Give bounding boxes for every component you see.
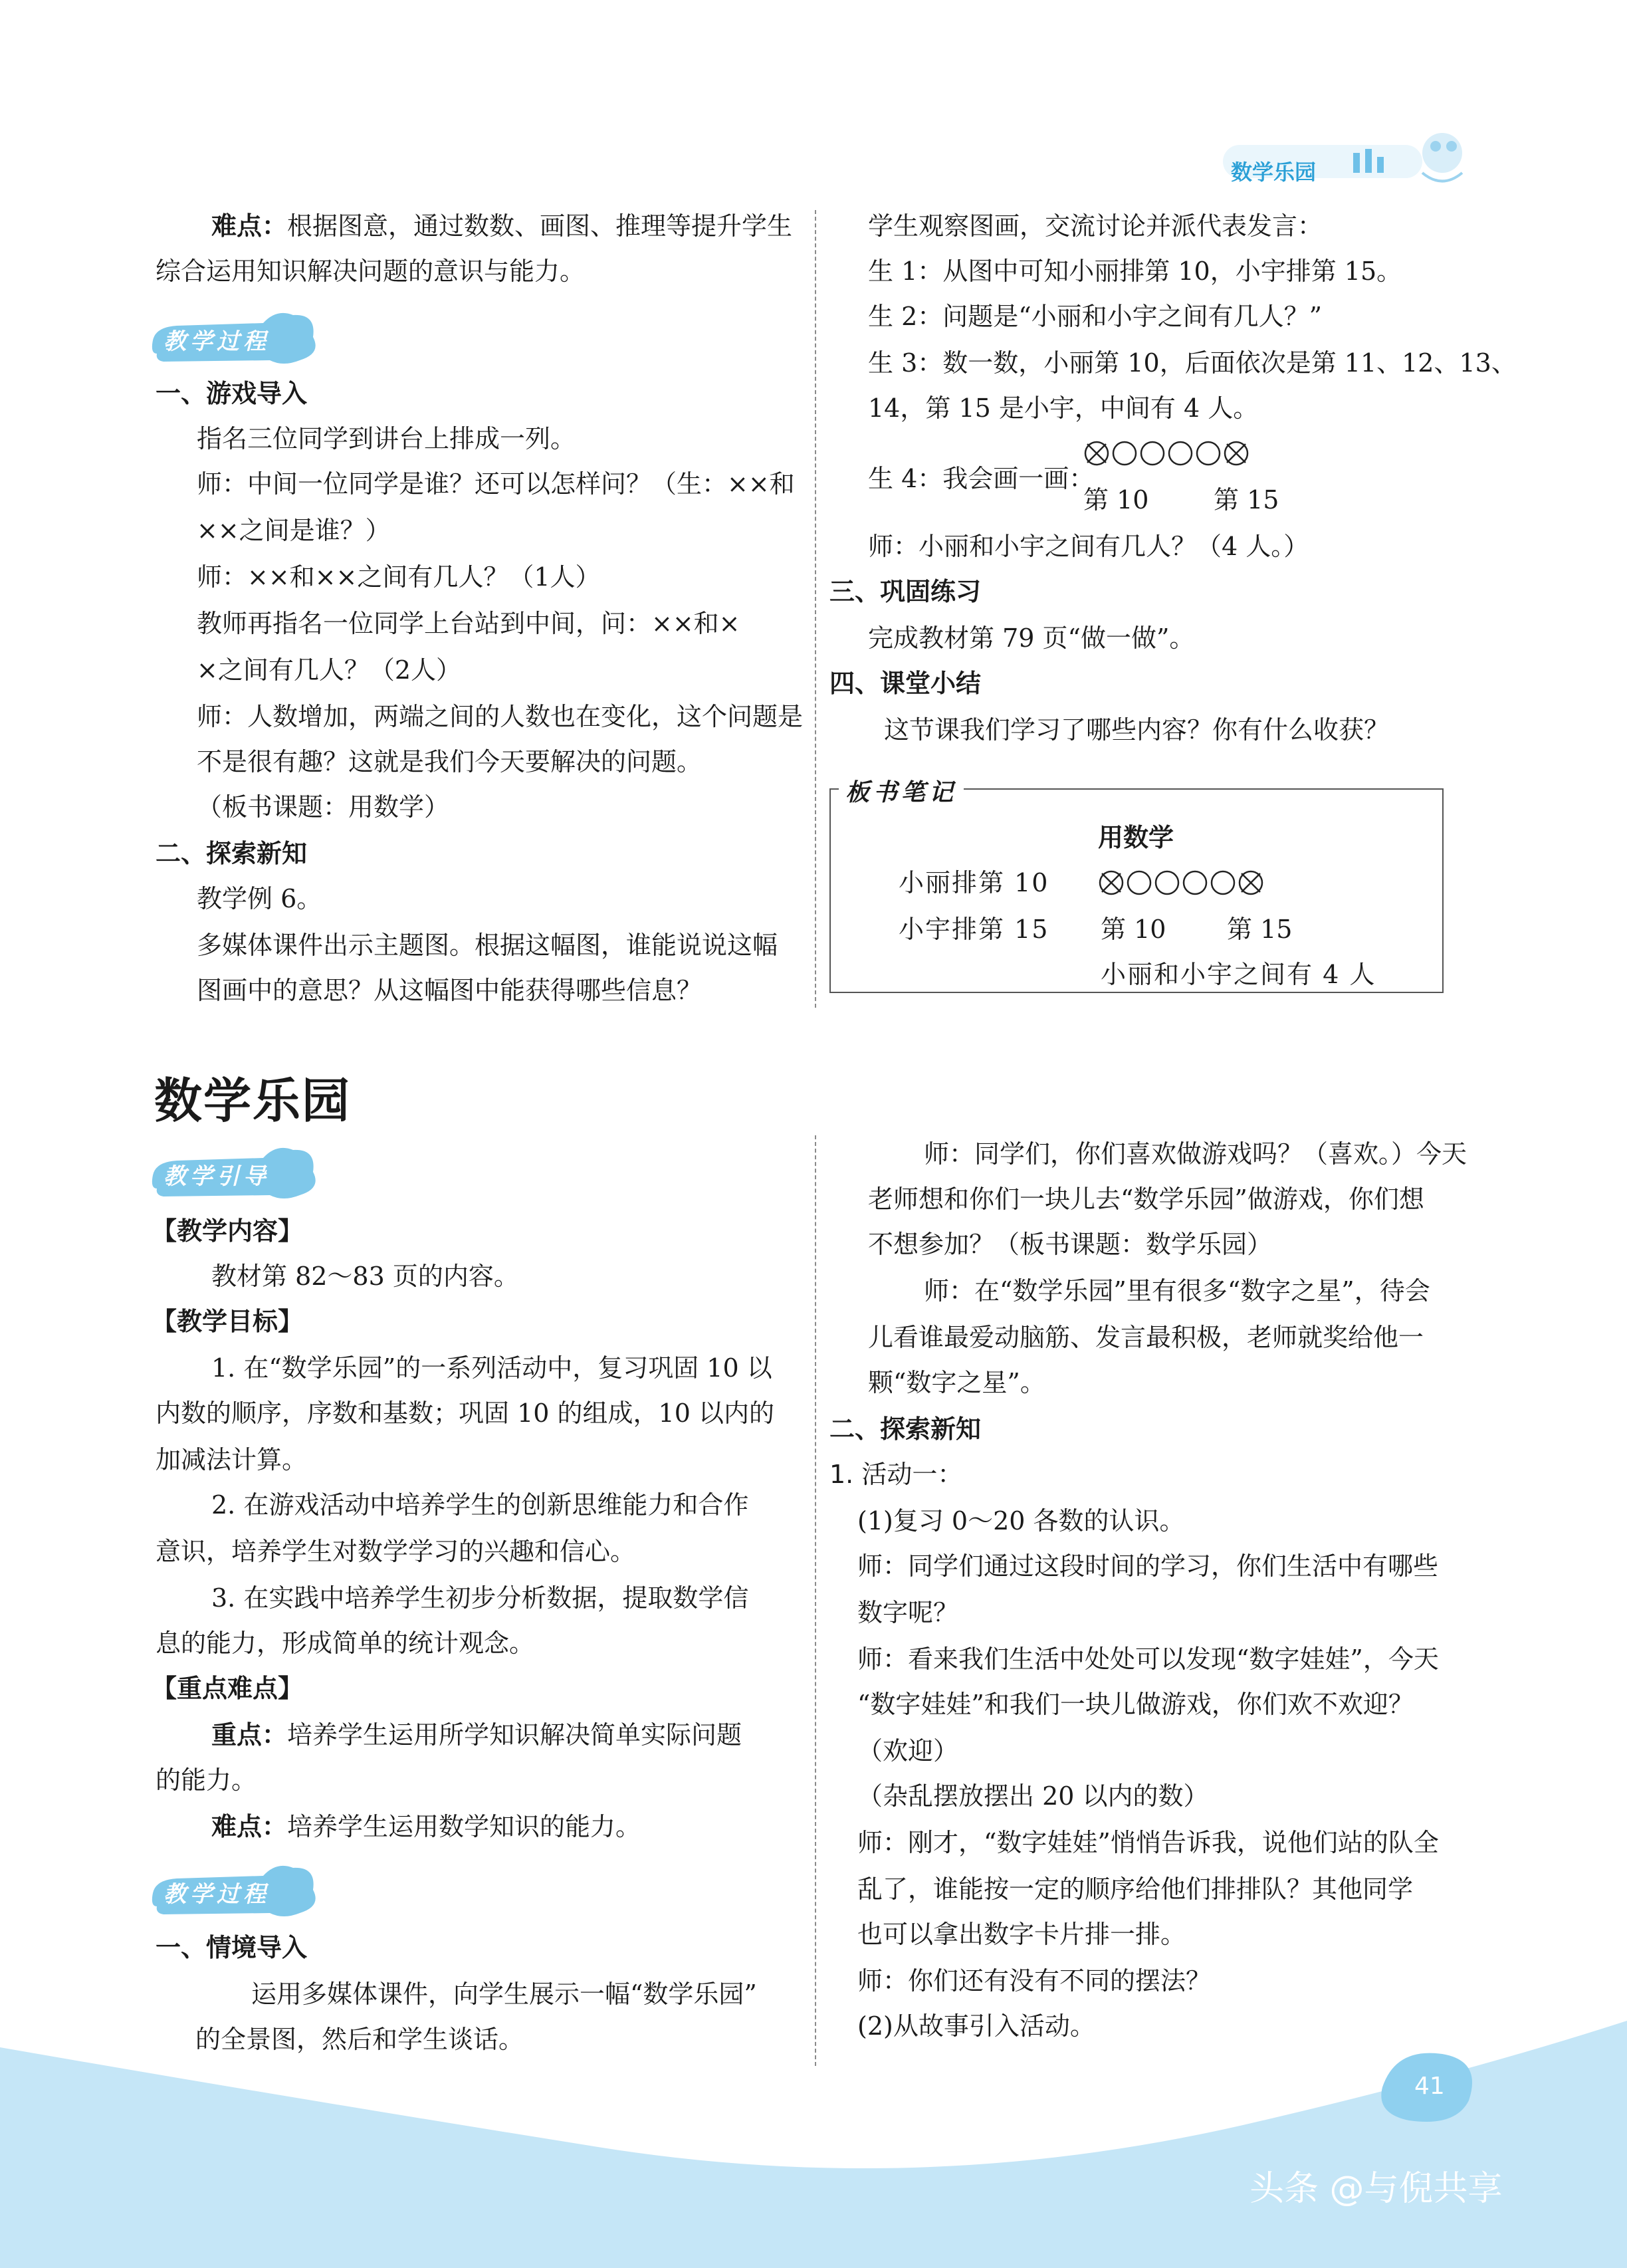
page-number: 41 <box>1414 2073 1445 2100</box>
r2-line-15: 乱了，谁能按一定的顺序给他们排排队？其他同学 <box>857 1874 1414 1904</box>
difficulty-line-1 <box>211 209 792 243</box>
diagram-pos-10: 第 10 <box>1083 485 1149 514</box>
intro-line-2: 的全景图，然后和学生谈话。 <box>195 2025 524 2054</box>
board-pos-10: 第 10 <box>1101 915 1166 944</box>
left-line-2: 师：中间一位同学是谁？还可以怎样问？（生：××和 <box>197 469 795 499</box>
r2-line-12: （欢迎） <box>857 1736 959 1765</box>
diff-line <box>211 1809 641 1844</box>
intro-title: 一、情境导入 <box>156 1933 308 1962</box>
goals-title: 【教学目标】 <box>152 1307 304 1336</box>
r2-line-13: （杂乱摆放摆出 20 以内的数） <box>857 1781 1209 1811</box>
content-title: 【教学内容】 <box>152 1216 304 1246</box>
diagram-pos-15: 第 15 <box>1214 485 1279 514</box>
watermark: 头条 @与倪共享 <box>1249 2169 1503 2209</box>
goal-line-7: 息的能力，形成简单的统计观念。 <box>156 1629 535 1658</box>
r2-line-9: 数字呢？ <box>857 1598 959 1627</box>
tag-teaching-process-2 <box>150 1860 323 1921</box>
r2-line-11: “数字娃娃”和我们一块儿做游戏，你们欢不欢迎？ <box>857 1690 1414 1719</box>
explore-title: 二、探索新知 <box>829 1415 982 1444</box>
r2-line-7: (1)复习 0～20 各数的认识。 <box>857 1506 1185 1535</box>
r2-line-5: 儿看谁最爱动脑筋、发言最积极，老师就奖给他一 <box>868 1323 1424 1352</box>
bottom-wave <box>0 2007 1627 2268</box>
right-line-2: 生 1：从图中可知小丽排第 10，小宇排第 15。 <box>868 257 1402 286</box>
left-line-10: 教学例 6。 <box>197 884 322 913</box>
right-line-3: 生 2：问题是“小丽和小宇之间有几人？” <box>868 302 1323 331</box>
left-line-4: 师：××和××之间有几人？（1人） <box>197 562 601 592</box>
left-line-1: 指名三位同学到讲台上排成一列。 <box>197 424 576 453</box>
left-line-8: 不是很有趣？这就是我们今天要解决的问题。 <box>197 747 703 776</box>
left-line-11: 多媒体课件出示主题图。根据这幅图，谁能说说这幅 <box>197 931 778 960</box>
left-line-7: 师：人数增加，两端之间的人数也在变化，这个问题是 <box>197 702 804 731</box>
circle-diagram <box>1083 440 1256 467</box>
intro-line-1: 运用多媒体课件，向学生展示一幅“数学乐园” <box>251 1980 757 2009</box>
r2-line-2: 老师想和你们一块儿去“数学乐园”做游戏，你们想 <box>868 1185 1424 1214</box>
board-row1-label: 小丽排第 10 <box>899 868 1049 897</box>
s4-title: 四、课堂小结 <box>829 669 982 698</box>
right-line-1: 学生观察图画，交流讨论并派代表发言： <box>868 211 1323 241</box>
goal-line-2: 内数的顺序，序数和基数；巩固 10 的组成，10 以内的 <box>156 1399 774 1428</box>
column-divider-top <box>815 210 816 1008</box>
r2-line-1: 师：同学们，你们喜欢做游戏吗？（喜欢。）今天 <box>924 1139 1467 1169</box>
tag-label: 教学引导 <box>163 1163 270 1190</box>
r2-line-4: 师：在“数学乐园”里有很多“数字之星”，待会 <box>924 1276 1430 1305</box>
difficulty-line-2: 综合运用知识解决问题的意识与能力。 <box>156 257 586 286</box>
left-line-9: （板书课题：用数学） <box>197 792 450 822</box>
goal-line-3: 加减法计算。 <box>156 1445 308 1474</box>
board-pos-15: 第 15 <box>1227 915 1293 944</box>
goal-line-6: 3. 在实践中培养学生初步分析数据，提取数学信 <box>211 1583 749 1613</box>
diff-label: 难点： <box>211 1812 288 1841</box>
difficulty-label: 难点： <box>211 211 288 241</box>
content-text: 教材第 82～83 页的内容。 <box>211 1262 519 1291</box>
right-line-4: 生 3：数一数，小丽第 10，后面依次是第 11、12、13、 <box>868 348 1517 378</box>
key-text: 培养学生运用所学知识解决简单实际问题 <box>287 1720 742 1750</box>
activity-title: 1. 活动一： <box>829 1460 963 1489</box>
r2-line-18: (2)从故事引入活动。 <box>857 2011 1095 2041</box>
tag-label: 教学过程 <box>163 328 270 355</box>
s3-text: 完成教材第 79 页“做一做”。 <box>868 624 1195 653</box>
key-line-2: 的能力。 <box>156 1765 257 1795</box>
column-divider-bottom <box>815 1135 816 2066</box>
s1-title: 一、游戏导入 <box>156 379 308 408</box>
goal-line-1: 1. 在“数学乐园”的一系列活动中，复习巩固 10 以 <box>211 1353 772 1383</box>
left-line-3: ××之间是谁？） <box>197 516 391 545</box>
tag-teaching-process-1 <box>150 307 323 368</box>
tag-teaching-guide <box>150 1142 323 1203</box>
header-title: 数学乐园 <box>1231 160 1317 185</box>
s4-text: 这节课我们学习了哪些内容？你有什么收获？ <box>884 715 1390 744</box>
board-circle-diagram <box>1098 869 1271 896</box>
board-conclusion: 小丽和小宇之间有 4 人 <box>1101 960 1376 989</box>
board-title: 用数学 <box>1098 823 1174 852</box>
r2-line-16: 也可以拿出数字卡片排一排。 <box>857 1920 1186 1949</box>
tag-label: 教学过程 <box>163 1881 270 1908</box>
teacher-question: 师：小丽和小宇之间有几人？（4 人。） <box>868 532 1309 561</box>
board-tag: 板书笔记 <box>839 774 964 808</box>
s3-title: 三、巩固练习 <box>829 577 982 606</box>
difficulty-text: 根据图意，通过数数、画图、推理等提升学生 <box>287 211 793 241</box>
r2-line-6: 颗“数字之星”。 <box>868 1368 1045 1397</box>
r2-line-14: 师：刚才，“数字娃娃”悄悄告诉我，说他们站的队全 <box>857 1828 1439 1857</box>
section-title: 数学乐园 <box>154 1073 352 1129</box>
goal-line-4: 2. 在游戏活动中培养学生的创新思维能力和合作 <box>211 1490 749 1520</box>
student4-label: 生 4：我会画一画： <box>868 464 1095 493</box>
r2-line-10: 师：看来我们生活中处处可以发现“数字娃娃”，今天 <box>857 1644 1439 1674</box>
s2-title: 二、探索新知 <box>156 839 308 868</box>
right-line-5: 14，第 15 是小宇，中间有 4 人。 <box>868 394 1259 423</box>
left-line-12: 图画中的意思？从这幅图中能获得哪些信息？ <box>197 976 703 1005</box>
key-line-1 <box>211 1718 742 1752</box>
left-line-6: ×之间有几人？（2人） <box>197 655 462 685</box>
left-line-5: 教师再指名一位同学上台站到中间，问：××和× <box>197 609 740 638</box>
key-title: 【重点难点】 <box>152 1674 304 1703</box>
goal-line-5: 意识，培养学生对数学学习的兴趣和信心。 <box>156 1537 636 1566</box>
r2-line-3: 不想参加？（板书课题：数学乐园） <box>868 1230 1273 1259</box>
diff-text: 培养学生运用数学知识的能力。 <box>287 1812 641 1841</box>
r2-line-17: 师：你们还有没有不同的摆法？ <box>857 1966 1212 1995</box>
key-label: 重点： <box>211 1720 288 1750</box>
r2-line-8: 师：同学们通过这段时间的学习，你们生活中有哪些 <box>857 1551 1439 1581</box>
board-row2-label: 小宇排第 15 <box>899 915 1049 944</box>
